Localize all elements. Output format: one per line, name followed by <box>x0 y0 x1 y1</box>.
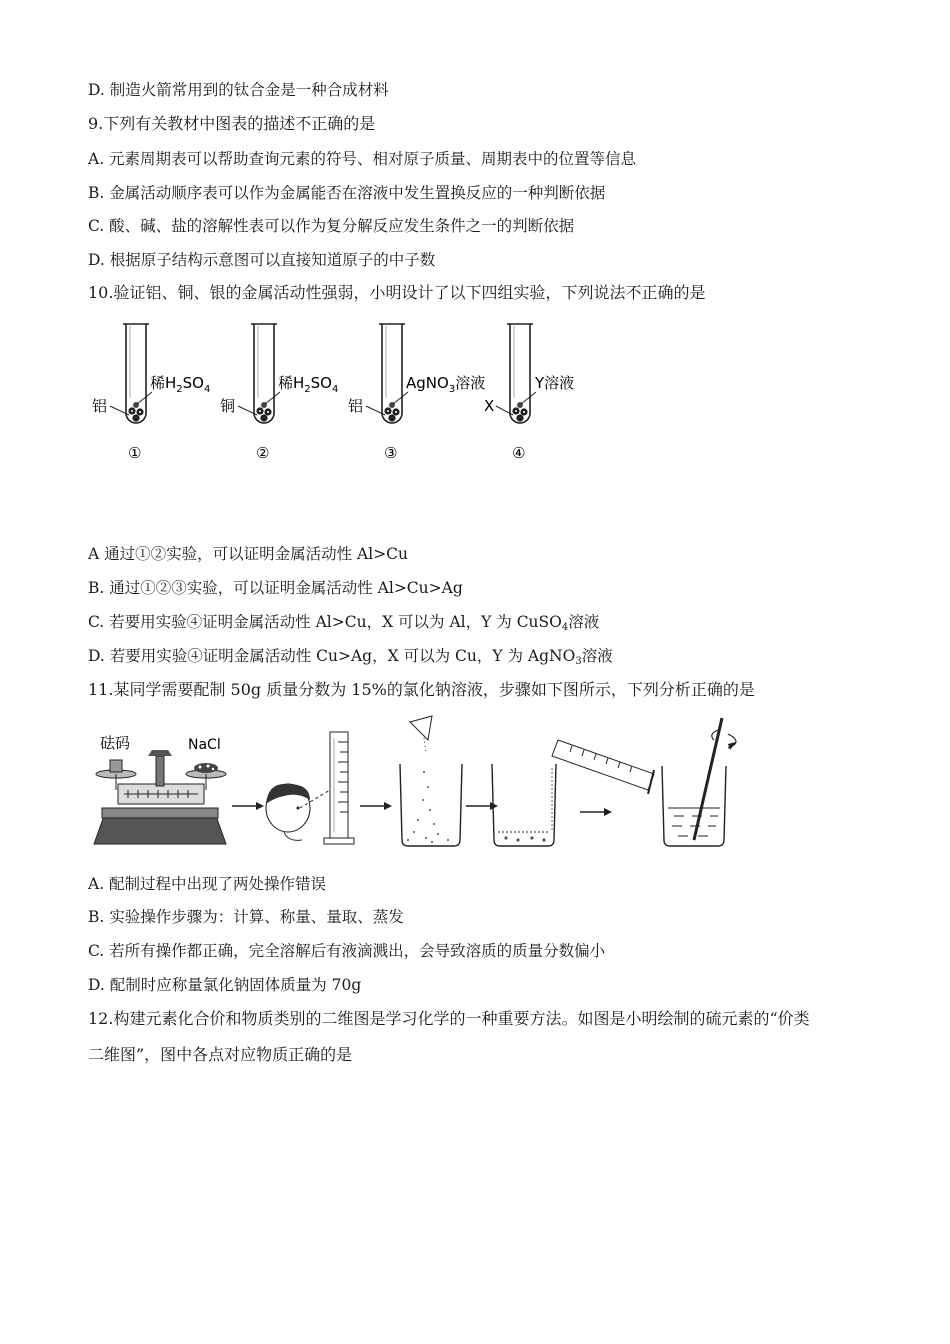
q10-option-d: D. 若要用实验④证明金属活动性 Cu>Ag，X 可以为 Cu，Y 为 AgNO$_3$溶液 <box>88 647 613 667</box>
pouring-salt-beaker <box>400 716 462 846</box>
tube1-liquid-label: 稀$H_2SO_4$ <box>150 374 211 395</box>
q12-stem-line2: 二维图”，图中各点对应物质正确的是 <box>88 1045 353 1064</box>
tube4-liquid-label: Y溶液 <box>535 374 575 392</box>
test-tube-2 <box>220 324 338 462</box>
tube3-liquid-label: AgNO$_3$溶液 <box>406 374 486 395</box>
pouring-water-beaker <box>492 740 654 846</box>
q10-stem: 10.验证铝、铜、银的金属活动性强弱，小明设计了以下四组实验，下列说法不正确的是 <box>88 283 706 302</box>
reading-cylinder-scene <box>266 732 354 844</box>
test-tube-4 <box>484 324 574 462</box>
q11-option-d: D. 配制时应称量氯化钠固体质量为 70g <box>88 976 362 994</box>
solution-preparation-figure <box>88 712 768 852</box>
q9-option-c: C. 酸、碱、盐的溶解性表可以作为复分解反应发生条件之一的判断依据 <box>88 217 575 235</box>
balance-scale <box>94 734 226 844</box>
test-tube-1 <box>92 324 210 462</box>
q10-option-b: B. 通过①②③实验，可以证明金属活动性 Al>Cu>Ag <box>88 579 463 597</box>
q9-option-d: D. 根据原子结构示意图可以直接知道原子的中子数 <box>88 251 436 269</box>
q10-option-c: C. 若要用实验④证明金属活动性 Al>Cu，X 可以为 Al，Y 为 CuSO$_4$溶液 <box>88 613 600 633</box>
test-tube-3 <box>348 324 485 462</box>
tube3-number: ③ <box>384 444 398 462</box>
tube4-number: ④ <box>512 444 526 462</box>
weights-label: 砝码 <box>100 734 131 752</box>
tube4-metal-label: X <box>484 397 495 415</box>
nacl-label: NaCl <box>188 737 221 753</box>
q12-stem-line1: 12.构建元素化合价和物质类别的二维图是学习化学的一种重要方法。如图是小明绘制的硫元素的“价类 <box>88 1009 810 1028</box>
tube3-metal-label: 铝 <box>348 397 364 415</box>
q9-stem: 9.下列有关教材中图表的描述不正确的是 <box>88 114 376 133</box>
q9-option-b: B. 金属活动顺序表可以作为金属能否在溶液中发生置换反应的一种判断依据 <box>88 184 606 202</box>
q11-option-a: A. 配制过程中出现了两处操作错误 <box>88 875 327 893</box>
test-tubes-figure <box>88 318 608 468</box>
tube2-metal-label: 铜 <box>220 397 236 415</box>
tube2-number: ② <box>256 444 270 462</box>
q8-option-d: D. 制造火箭常用到的钛合金是一种合成材料 <box>88 81 389 99</box>
stirring-beaker <box>662 718 736 846</box>
q9-option-a: A. 元素周期表可以帮助查询元素的符号、相对原子质量、周期表中的位置等信息 <box>88 150 637 168</box>
tube1-number: ① <box>128 444 142 462</box>
tube2-liquid-label: 稀$H_2SO_4$ <box>278 374 339 395</box>
q11-stem: 11.某同学需要配制 50g 质量分数为 15%的氯化钠溶液，步骤如下图所示，下列分析正确的是 <box>88 680 755 699</box>
tube1-metal-label: 铝 <box>92 397 108 415</box>
q10-option-a: A 通过①②实验，可以证明金属活动性 Al>Cu <box>88 545 409 563</box>
q11-option-c: C. 若所有操作都正确，完全溶解后有液滴溅出，会导致溶质的质量分数偏小 <box>88 942 606 960</box>
q11-option-b: B. 实验操作步骤为：计算、称量、量取、蒸发 <box>88 908 404 926</box>
